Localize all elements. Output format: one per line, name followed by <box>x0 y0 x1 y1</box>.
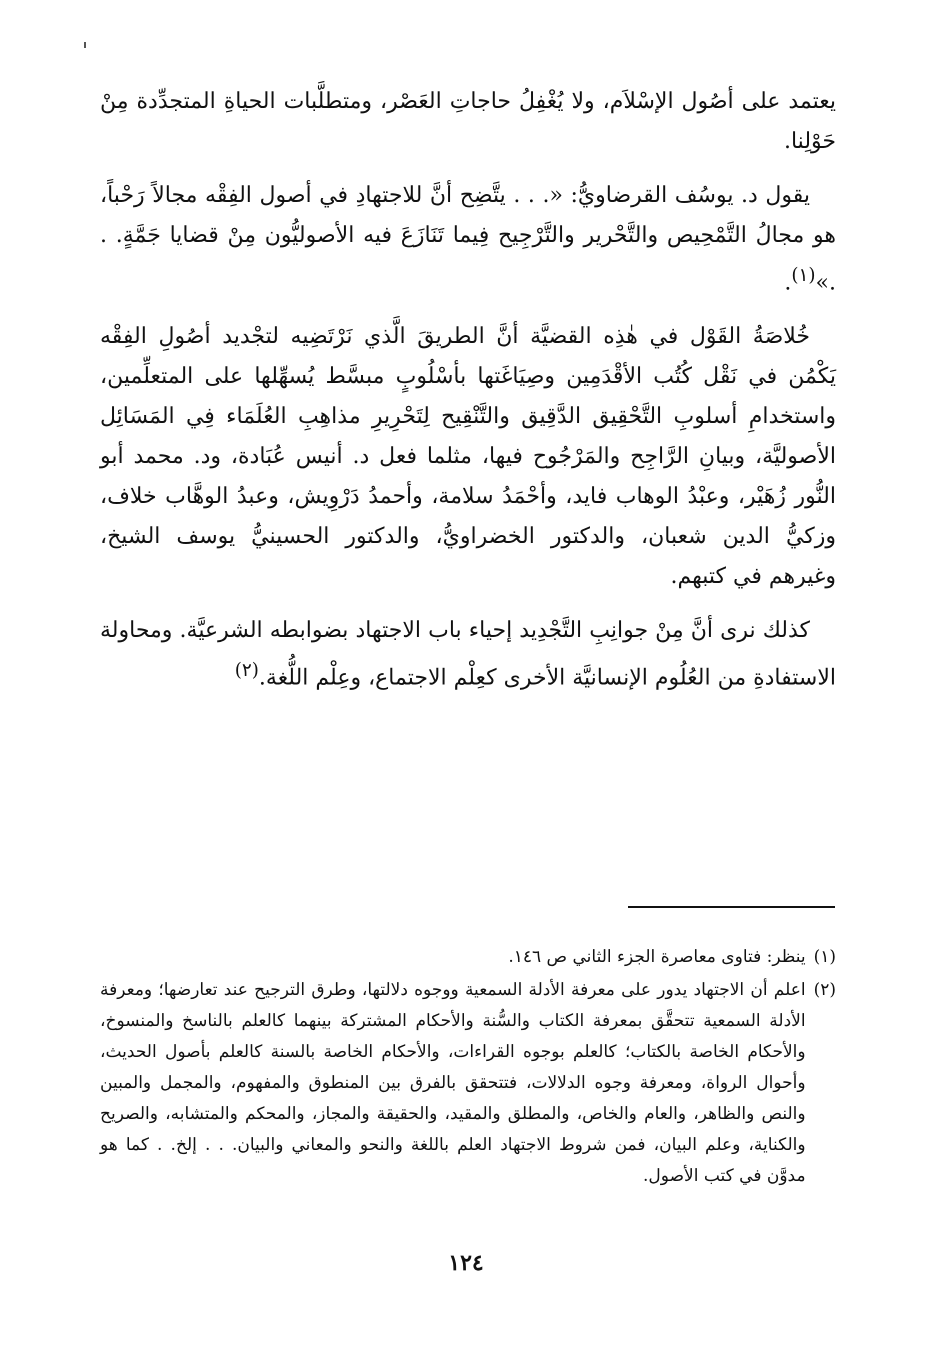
footnote-1-text: ينظر: فتاوى معاصرة الجزء الثاني ص ١٤٦. <box>508 947 806 967</box>
footnote-1-number: (١) <box>813 947 836 967</box>
paragraph-1 <box>100 82 836 162</box>
paragraph-2-text: يقول د. يوسُف القرضاويُّ: «. . . يتَّضِح أنَّ للاجتهادِ في أصول الفِقْه مجالاً رَحْباً، هو مجالُ التَّمْحِيص والتَّحْرير والتَّرْجِيح فِيما تَنَازَعَ فيه الأصوليُّون مِنْ قضايا جَمَّةٍ. . .» <box>100 183 836 296</box>
paragraph-4 <box>100 611 836 698</box>
paragraph-4-text: كذلك نرى أنَّ مِنْ جوانِبِ التَّجْدِيد إحياء باب الاجتهاد بضوابطه الشرعيَّة. ومحاولة الاستفادةِ من العُلُوم الإنسانيَّة الأخرى كعِلْم الاجتماع، وعِلْم اللُّغة. <box>100 618 836 691</box>
scan-speck <box>84 42 86 48</box>
footnote-2 <box>100 975 836 1192</box>
main-text <box>100 82 836 713</box>
page-number: ١٢٤ <box>448 1250 484 1276</box>
footnote-1 <box>100 942 836 973</box>
paragraph-2: يقول د. يوسُف القرضاويُّ: «. . . يتَّضِح أنَّ للاجتهادِ في أصول الفِقْه مجالاً رَحْباً، هو مجالُ التَّمْحِيص والتَّحْرير والتَّرْجِيح فِيما تَنَازَعَ فيه الأصوليُّون مِنْ قضايا جَمَّةٍ. . .»$^{(١)}$. <box>100 183 836 296</box>
paragraph-3-text: خُلاصَةُ القَوْل في هٰذِه القضيَّة أنَّ الطريقَ الَّذي نَرْتَضِيه لتجْديد أصُولِ الفِقْه يَكْمُن في نَقْل كُتُب الأقْدَمِين وصِيَاغَتها بأسْلُوبٍ مبسَّط يُسهِّلها على المتعلِّمين، واستخدامِ أسلوبِ التَّحْقِيق الدَّقِيق والتَّنْقِيح لِتَحْرِيرِ مذاهِبِ العُلَمَاء فِي المَسَائِل الأصوليَّة، وبيانِ الرَّاجِح والمَرْجُوح فيها، مثلما فعل د. أنيس عُبَادة، ود. محمد أبو النُّور زُهَيْر، وعبْدُ الوهاب فايد، وأحْمَدُ سلامة، وأحمدُ دَرْوِيش، وعبدُ الوهَّاب خلاف، وزكيُّ الدين شعبان، والدكتور الخضراويُّ، والدكتور الحسينيُّ يوسف الشيخ، وغيرهم في كتبهم. <box>100 324 836 590</box>
footnote-ref-2[interactable]: (٢) <box>234 660 259 682</box>
footnotes <box>100 942 836 1194</box>
footnote-2-number: (٢) <box>813 980 836 1000</box>
footnote-ref-1[interactable]: (١) <box>791 265 816 286</box>
paragraph-1-text: يعتمد على أصُول الإسْلاَم، ولا يُغْفِلُ حاجاتِ العَصْر، ومتطلَّبات الحياةِ المتجدِّدة مِنْ حَوْلِنا. <box>100 89 836 154</box>
footnote-divider <box>628 906 835 908</box>
paragraph-3 <box>100 317 836 597</box>
footnote-2-text: اعلم أن الاجتهاد يدور على معرفة الأدلة السمعية ووجوه دلالتها، وطرق الترجيح عند تعارضها؛ ومعرفة الأدلة السمعية تتحقَّق بمعرفة الكتاب والسُّنة والأحكام المشتركة بينهما كالعلم بالناسخ والمنسوخ، والأحكام الخاصة بالكتاب؛ كالعلم بوجوه القراءات، والأحكام الخاصة بالسنة كالعلم بأصول الحديث، وأحوال الرواة، ومعرفة وجوه الدلالات، فتتحقق بالفرق بين المنطوق والمفهوم، والمجمل والمبين والنص والظاهر، والعام والخاص، والمطلق والمقيد، والحقيقة والمجاز، والمحكم والمتشابه، والصريح والكناية، وعلم البيان، فمن شروط الاجتهاد العلم باللغة والنحو والمعاني والبيان. . . إلخ. . كما هو مدوَّن في كتب الأصول. <box>100 980 806 1186</box>
